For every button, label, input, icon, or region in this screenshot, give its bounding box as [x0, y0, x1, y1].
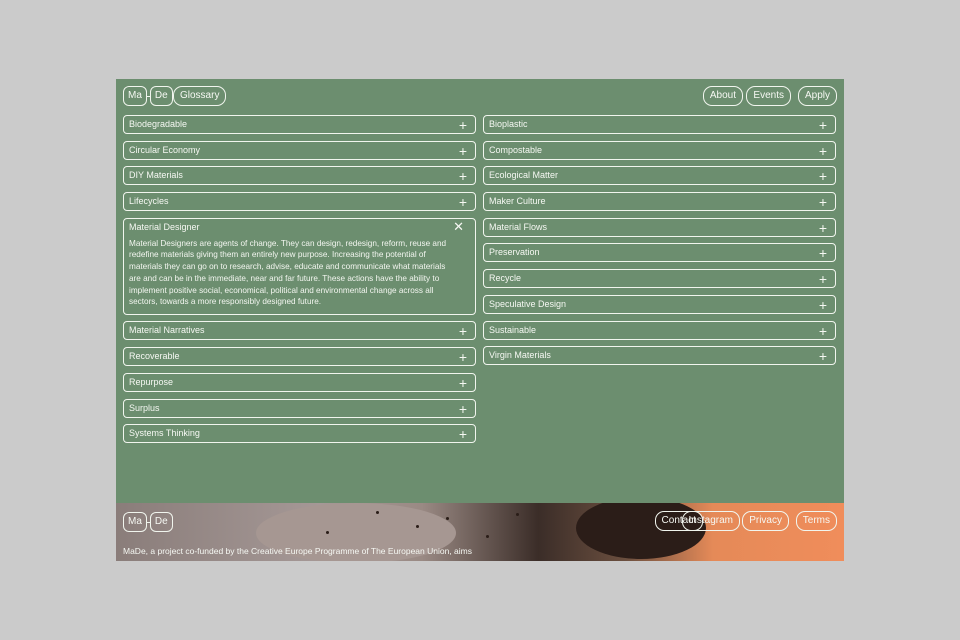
plus-icon[interactable]: +	[458, 349, 467, 366]
plus-icon[interactable]: +	[458, 374, 467, 391]
nav-apply-button[interactable]: Apply	[798, 86, 837, 106]
footer-logo-ma: Ma	[123, 512, 147, 532]
glossary-item[interactable]	[483, 243, 836, 262]
glossary-item-label: Sustainable	[489, 324, 537, 335]
glossary-column-right	[483, 115, 836, 372]
glossary-item[interactable]	[123, 218, 476, 315]
footer-instagram-link[interactable]: Instagram	[682, 511, 740, 531]
footer-terms-link[interactable]: Terms	[796, 511, 837, 531]
glossary-item-label: Material Designer	[129, 221, 200, 232]
footer-privacy-link[interactable]: Privacy	[742, 511, 789, 531]
glossary-item[interactable]	[123, 192, 476, 211]
glossary-item[interactable]	[483, 269, 836, 288]
glossary-item-label: DIY Materials	[129, 170, 183, 181]
glossary-item-description: Material Designers are agents of change. They can design, redesign, reform, reuse and redefine materials giving them an entirely new purpose. Increasing the potential of materials they can go on to research, advise, educate and communicate what materials are and can be in the immediate, near and far future. These actions have the ability to implement positive social, economical, political and environmental change across all sectors, towards a more responsibly designed future.	[129, 238, 447, 307]
logo-de: De	[150, 86, 173, 106]
logo[interactable]	[123, 86, 173, 106]
glossary-item[interactable]	[123, 373, 476, 392]
footer-image-speck	[516, 513, 519, 516]
glossary-item[interactable]	[483, 141, 836, 160]
glossary-column-left	[123, 115, 476, 450]
glossary-item-label: Virgin Materials	[489, 350, 551, 361]
plus-icon[interactable]: +	[818, 322, 827, 339]
plus-icon[interactable]: +	[818, 168, 827, 185]
glossary-item-label: Lifecycles	[129, 196, 169, 207]
glossary-button[interactable]: Glossary	[173, 86, 226, 106]
glossary-item-label: Material Narratives	[129, 325, 205, 336]
glossary-item-label: Biodegradable	[129, 119, 188, 129]
plus-icon[interactable]: +	[458, 323, 467, 340]
glossary-item-label: Preservation	[489, 247, 540, 258]
nav-about-button[interactable]: About	[703, 86, 743, 106]
glossary-item-label: Maker Culture	[489, 196, 546, 207]
plus-icon[interactable]: +	[818, 219, 827, 236]
glossary-item-label: Repurpose	[129, 376, 174, 387]
footer-contact-link[interactable]: Contact	[655, 511, 703, 531]
glossary-item-label: Compostable	[489, 144, 543, 155]
glossary-item[interactable]	[483, 166, 836, 185]
plus-icon[interactable]: +	[818, 348, 827, 365]
glossary-item-label: Circular Economy	[129, 144, 201, 155]
plus-icon[interactable]: +	[458, 117, 467, 133]
glossary-item[interactable]	[483, 192, 836, 211]
glossary-item-label: Systems Thinking	[129, 428, 200, 439]
plus-icon[interactable]: +	[458, 142, 467, 159]
footer	[116, 503, 844, 561]
glossary-item[interactable]	[123, 141, 476, 160]
glossary-item[interactable]	[483, 115, 836, 134]
glossary-item[interactable]	[483, 321, 836, 340]
glossary-item-label: Ecological Matter	[489, 170, 559, 181]
footer-image-speck	[486, 535, 489, 538]
glossary-item[interactable]	[123, 321, 476, 340]
glossary-item[interactable]	[123, 399, 476, 418]
footer-image-speck	[416, 525, 419, 528]
glossary-item-label: Surplus	[129, 402, 160, 413]
glossary-item-label: Recoverable	[129, 351, 180, 362]
footer-image-speck	[376, 511, 379, 514]
plus-icon[interactable]: +	[458, 400, 467, 417]
glossary-item[interactable]	[483, 346, 836, 365]
glossary-item-label: Recycle	[489, 273, 522, 284]
close-icon[interactable]: ✕	[453, 218, 464, 234]
glossary-item[interactable]	[123, 424, 476, 443]
footer-logo-de: De	[150, 512, 173, 532]
page-frame	[116, 79, 844, 561]
logo-ma: Ma	[123, 86, 147, 106]
footer-description: MaDe, a project co-funded by the Creative Europe Programme of The European Union, aims	[123, 546, 472, 556]
glossary-item[interactable]	[123, 115, 476, 134]
plus-icon[interactable]: +	[818, 117, 827, 133]
nav-events-button[interactable]: Events	[746, 86, 791, 106]
plus-icon[interactable]: +	[458, 168, 467, 185]
header	[116, 79, 844, 113]
glossary-item-label: Material Flows	[489, 221, 548, 232]
glossary-item[interactable]	[123, 347, 476, 366]
glossary-item[interactable]	[483, 218, 836, 237]
plus-icon[interactable]: +	[818, 296, 827, 313]
plus-icon[interactable]: +	[818, 245, 827, 262]
footer-logo[interactable]	[123, 512, 173, 532]
footer-image-speck	[446, 517, 449, 520]
footer-image-speck	[326, 531, 329, 534]
plus-icon[interactable]: +	[458, 426, 467, 443]
plus-icon[interactable]: +	[818, 271, 827, 288]
plus-icon[interactable]: +	[818, 194, 827, 211]
plus-icon[interactable]: +	[818, 142, 827, 159]
glossary-item[interactable]	[483, 295, 836, 314]
glossary-item[interactable]	[123, 166, 476, 185]
plus-icon[interactable]: +	[458, 194, 467, 211]
glossary-item-label: Speculative Design	[489, 298, 567, 309]
glossary-item-label: Bioplastic	[489, 119, 528, 129]
